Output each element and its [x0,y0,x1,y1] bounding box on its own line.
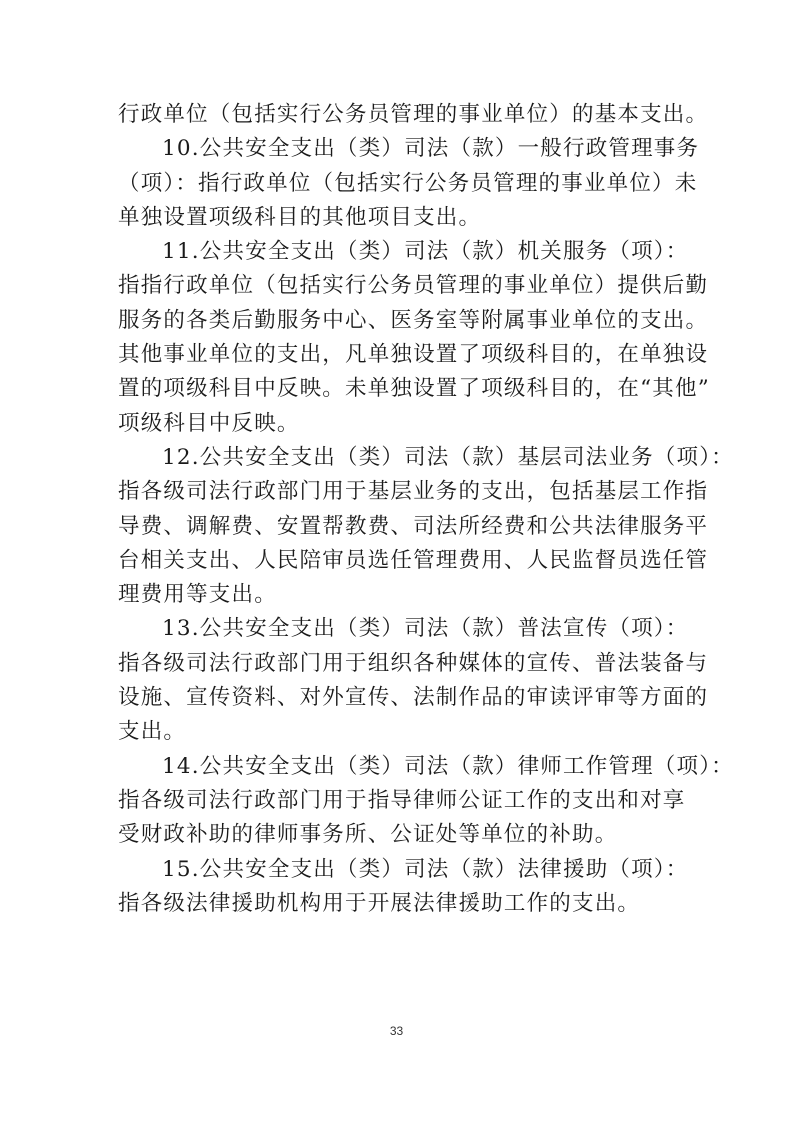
text-line: 设施、宣传资料、对外宣传、法制作品的审读评审等方面的 [118,685,709,711]
text-line: 置的项级科目中反映。未单独设置了项级科目的，在“其他” [118,376,710,402]
section-heading-15: 15.公共安全支出（类）司法（款）法律援助（项）： [162,856,689,882]
text-line: 指各级司法行政部门用于基层业务的支出，包括基层工作指 [118,479,709,505]
text-line: 行政单位（包括实行公务员管理的事业单位）的基本支出。 [118,102,709,127]
section-heading-12: 12.公共安全支出（类）司法（款）基层司法业务（项）： [162,444,734,470]
text-line: 指各级法律援助机构用于开展法律援助工作的支出。 [118,890,641,916]
text-line: 其他事业单位的支出，凡单独设置了项级科目的，在单独设 [118,342,709,368]
page-number: 33 [389,1024,404,1038]
text-line: 台相关支出、人民陪审员选任管理费用、人民监督员选任管 [118,547,709,573]
section-heading-10: 10.公共安全支出（类）司法（款）一般行政管理事务 [162,136,700,162]
text-line: 指指行政单位（包括实行公务员管理的事业单位）提供后勤 [118,273,709,299]
section-heading-11: 11.公共安全支出（类）司法（款）机关服务（项）： [162,239,689,265]
text-line: 理费用等支出。 [118,582,277,608]
document-body [118,98,734,921]
text-line: 支出。 [118,719,187,745]
text-line: 受财政补助的律师事务所、公证处等单位的补助。 [118,822,618,848]
text-line: 单独设置项级科目的其他项目支出。 [118,204,482,230]
section-heading-14: 14.公共安全支出（类）司法（款）律师工作管理（项）： [162,753,734,779]
text-line: 导费、调解费、安置帮教费、司法所经费和公共法律服务平 [118,513,709,539]
text-line: 指各级司法行政部门用于组织各种媒体的宣传、普法装备与 [118,650,709,676]
text-line: （项）：指行政单位（包括实行公务员管理的事业单位）未 [118,170,698,196]
text-line: 指各级司法行政部门用于指导律师公证工作的支出和对享 [118,787,686,813]
text-line: 服务的各类后勤服务中心、医务室等附属事业单位的支出。 [118,307,709,333]
text-line: 项级科目中反映。 [118,410,300,436]
section-heading-13: 13.公共安全支出（类）司法（款）普法宣传（项）： [162,616,689,642]
